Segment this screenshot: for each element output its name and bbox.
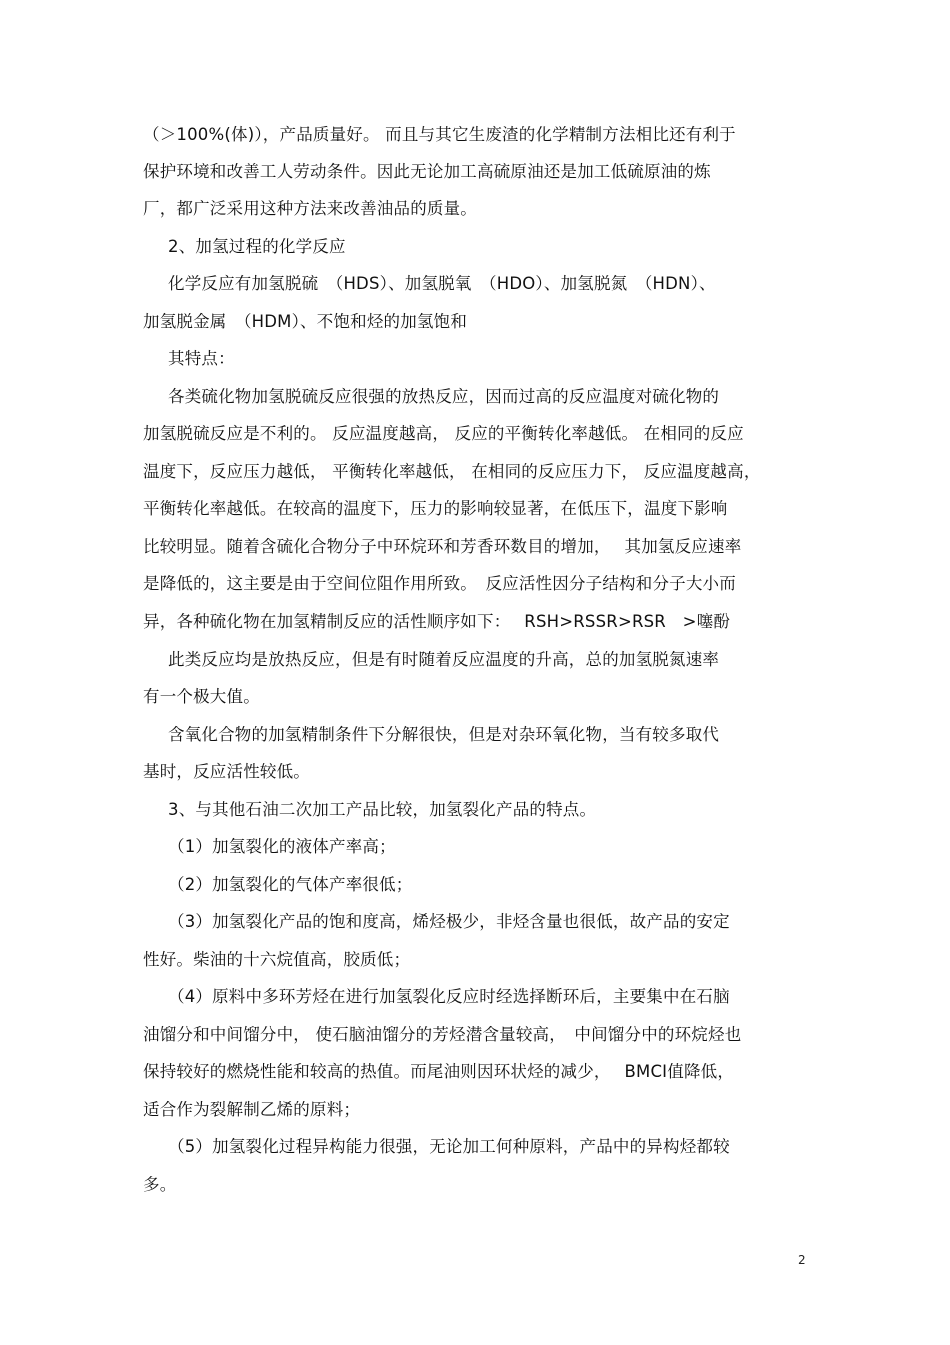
- list-item: （1）加氢裂化的液体产率高；: [168, 837, 396, 856]
- text-line: 其特点：: [168, 349, 235, 368]
- text-line: 化学反应有加氢脱硫 （HDS）、加氢脱氧 （HDO）、加氢脱氮 （HDN）、: [168, 274, 716, 293]
- section-heading: 3、与其他石油二次加工产品比较，加氢裂化产品的特点。: [168, 800, 597, 819]
- list-item: （3）加氢裂化产品的饱和度高，烯烃极少，非烃含量也很低，故产品的安定: [168, 912, 730, 931]
- list-item: （4）原料中多环芳烃在进行加氢裂化反应时经选择断环后，主要集中在石脑: [168, 987, 730, 1006]
- text-line: 各类硫化物加氢脱硫反应很强的放热反应，因而过高的反应温度对硫化物的: [168, 387, 720, 406]
- text-line: 保持较好的燃烧性能和较高的热值。而尾油则因环状烃的减少， BMCI值降低，: [143, 1062, 735, 1081]
- text-line: 加氢脱金属 （HDM）、不饱和烃的加氢饱和: [143, 312, 468, 331]
- text-line: 平衡转化率越低。在较高的温度下，压力的影响较显著，在低压下，温度下影响: [143, 499, 728, 518]
- text-line: 性好。柴油的十六烷值高，胶质低；: [143, 950, 411, 969]
- section-heading: 2、加氢过程的化学反应: [168, 237, 346, 256]
- text-line: 比较明显。随着含硫化合物分子中环烷环和芳香环数目的增加， 其加氢反应速率: [143, 537, 742, 556]
- text-line: 基时，反应活性较低。: [143, 762, 310, 781]
- list-item: （5）加氢裂化过程异构能力很强，无论加工何种原料，产品中的异构烃都较: [168, 1137, 730, 1156]
- text-line: 保护环境和改善工人劳动条件。因此无论加工高硫原油还是加工低硫原油的炼: [143, 162, 711, 181]
- page-number: 2: [798, 1253, 806, 1267]
- text-line: 多。: [143, 1175, 177, 1194]
- text-line: 加氢脱硫反应是不利的。 反应温度越高， 反应的平衡转化率越低。 在相同的反应: [143, 424, 744, 443]
- text-line: 适合作为裂解制乙烯的原料；: [143, 1100, 361, 1119]
- text-line: 厂，都广泛采用这种方法来改善油品的质量。: [143, 199, 477, 218]
- text-line: （＞100%(体)），产品质量好。 而且与其它生废渣的化学精制方法相比还有利于: [143, 125, 736, 144]
- text-line: 含氧化合物的加氢精制条件下分解很快，但是对杂环氧化物，当有较多取代: [168, 725, 720, 744]
- list-item: （2）加氢裂化的气体产率很低；: [168, 875, 413, 894]
- text-line: 温度下，反应压力越低， 平衡转化率越低， 在相同的反应压力下， 反应温度越高，: [143, 462, 761, 481]
- text-line: 此类反应均是放热反应，但是有时随着反应温度的升高，总的加氢脱氮速率: [168, 650, 720, 669]
- text-line: 异，各种硫化物在加氢精制反应的活性顺序如下： RSH>RSSR>RSR >噻酚: [143, 612, 731, 631]
- text-line: 是降低的，这主要是由于空间位阻作用所致。 反应活性因分子结构和分子大小而: [143, 574, 736, 593]
- text-line: 有一个极大值。: [143, 687, 260, 706]
- text-line: 油馏分和中间馏分中， 使石脑油馏分的芳烃潜含量较高， 中间馏分中的环烷烃也: [143, 1025, 742, 1044]
